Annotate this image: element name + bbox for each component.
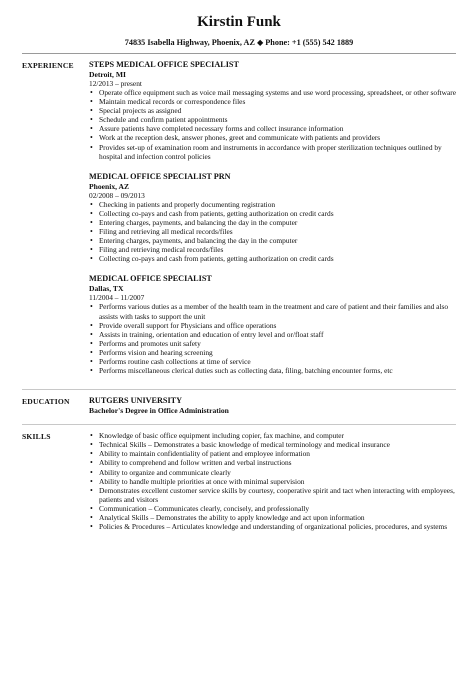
skills-section (22, 431, 456, 531)
skill-item: • Ability to comprehend and follow written and verbal instructions (99, 458, 456, 467)
skill-item: • Ability to organize and communicate clearly (99, 468, 456, 477)
duty-item: • Performs and promotes unit safety (99, 339, 456, 348)
skills-body (89, 431, 456, 531)
degree: Bachelor's Degree in Office Administration (89, 406, 229, 416)
section-label-education: EDUCATION (22, 397, 70, 407)
duty-item: • Checking in patients and properly documenting registration (99, 200, 456, 209)
duty-item: • Provides set-up of examination room and instruments in accordance with proper sterilization techniques outlined by hospital and infection control policies (99, 143, 456, 161)
duty-item: • Filing and retrieving medical records/files (99, 245, 456, 254)
job-location: Dallas, TX (89, 284, 124, 294)
skill-item: • Knowledge of basic office equipment including copier, fax machine, and computer (99, 431, 456, 440)
skill-item: • Technical Skills – Demonstrates a basic knowledge of medical terminology and medical insurance (99, 440, 456, 449)
candidate-name: Kirstin Funk (197, 14, 281, 30)
experience-list (89, 60, 456, 386)
duty-item: • Assure patients have completed necessary forms and collect insurance information (99, 124, 456, 133)
duty-item: • Entering charges, payments, and balancing the day in the computer (99, 218, 456, 227)
duty-item: • Collecting co-pays and cash from patients, getting authorization on credit cards (99, 209, 456, 218)
job-title: MEDICAL OFFICE SPECIALIST (89, 274, 212, 284)
education-body (89, 396, 456, 416)
duty-item: • Performs vision and hearing screening (99, 348, 456, 357)
job-duties (89, 302, 456, 375)
job-entry (89, 274, 456, 375)
section-divider (22, 389, 456, 390)
duty-item: • Performs routine cash collections at time of service (99, 357, 456, 366)
resume-header (22, 0, 456, 49)
job-location: Detroit, MI (89, 70, 126, 79)
duty-item: • Schedule and confirm patient appointments (99, 115, 456, 124)
skill-item: • Demonstrates excellent customer service skills by courtesy, cooperative spirit and tact when interacting with employees, patients and visitors (99, 486, 456, 504)
job-entry (89, 60, 456, 161)
duty-item: • Provide overall support for Physicians and office operations (99, 321, 456, 330)
duty-item: • Maintain medical records or correspondence files (99, 97, 456, 106)
skill-item: • Ability to handle multiple priorities at once with minimal supervision (99, 477, 456, 486)
duty-item: • Collecting co-pays and cash from patients, getting authorization on credit cards (99, 254, 456, 263)
skill-item: • Ability to maintain confidentiality of patient and employee information (99, 449, 456, 458)
duty-item: • Assists in training, orientation and education of entry level and or/float staff (99, 330, 456, 339)
job-dates: 12/2013 – present (89, 79, 142, 88)
skill-item: • Communication – Communicates clearly, concisely, and professionally (99, 504, 456, 513)
section-divider (22, 424, 456, 425)
skill-item: • Analytical Skills – Demonstrates the ability to apply knowledge and act upon information (99, 513, 456, 522)
duty-item: • Entering charges, payments, and balancing the day in the computer (99, 236, 456, 245)
duty-item: • Performs various duties as a member of the health team in the treatment and care of patient and their families and also assists with tasks to support the unit (99, 302, 456, 320)
job-location: Phoenix, AZ (89, 181, 130, 191)
duty-item: • Operate office equipment such as voice mail messaging systems and use word processing, spreadsheet, or other software (99, 88, 456, 97)
school-name: RUTGERS UNIVERSITY (89, 396, 183, 406)
experience-section (22, 60, 456, 386)
duty-item: • Filing and retrieving all medical records/files (99, 227, 456, 236)
duty-item: • Work at the reception desk, answer phones, greet and communicate with patients and providers (99, 133, 456, 142)
header-divider (22, 53, 456, 54)
skill-item: • Policies & Procedures – Articulates knowledge and understanding of organizational policies, procedures, and systems (99, 522, 456, 531)
job-entry (89, 172, 456, 264)
job-title: MEDICAL OFFICE SPECIALIST PRN (89, 171, 231, 181)
job-duties (89, 200, 456, 264)
skills-list (89, 431, 456, 531)
contact-line: 74835 Isabella Highway, Phoenix, AZ ◆ Phone: +1 (555) 542 1889 (124, 38, 354, 47)
duty-item: • Performs miscellaneous clerical duties such as collecting data, filing, batching encounter forms, etc (99, 366, 456, 375)
job-title: STEPS MEDICAL OFFICE SPECIALIST (89, 60, 239, 69)
job-dates: 11/2004 – 11/2007 (89, 293, 145, 303)
education-section (22, 396, 456, 416)
duty-item: • Special projects as assigned (99, 106, 456, 115)
section-label-experience: EXPERIENCE (22, 61, 74, 70)
job-duties (89, 88, 456, 161)
section-label-skills: SKILLS (22, 432, 51, 442)
job-dates: 02/2008 – 09/2013 (89, 190, 145, 200)
